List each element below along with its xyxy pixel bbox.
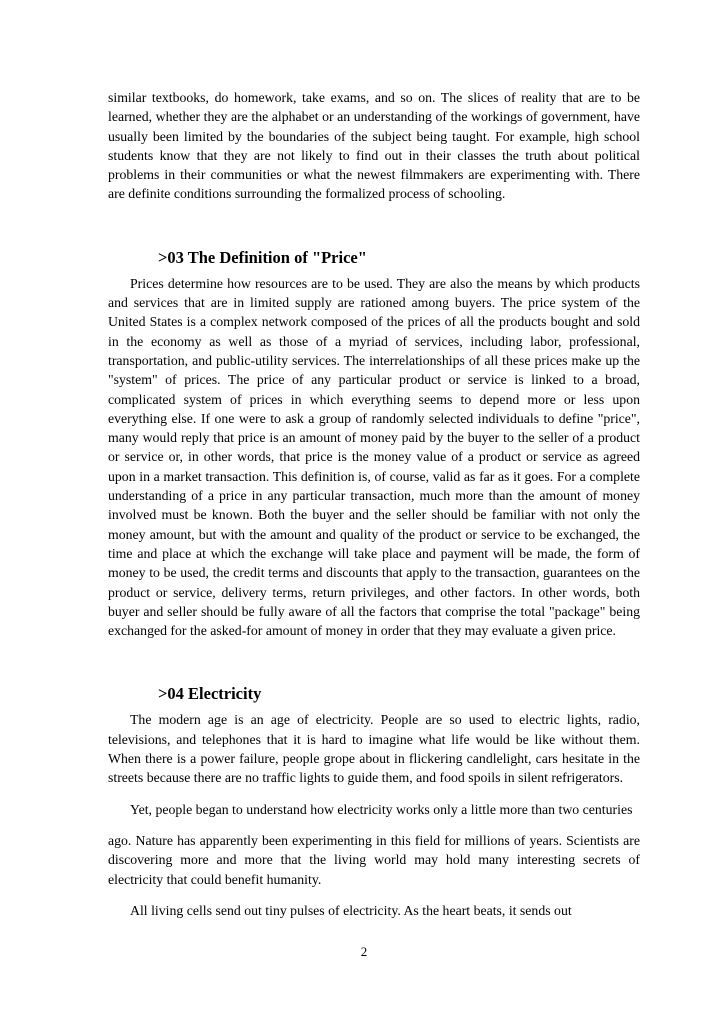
price-paragraph: Prices determine how resources are to be used. They are also the means by which products and services that are in limited supply are rationed among buyers. The price system of the United States is a complex network composed of the prices of all the products bought and sold in the economy as well as those of a myriad of services, including labor, professional, transportation, and public-utility services. The interrelationships of all these prices make up the "system" of prices. The price of any particular product or service is linked to a broad, complicated system of prices in which everything seems to depend more or less upon everything else. If one were to ask a group of randomly selected individuals to define "price", many would reply that price is an amount of money paid by the buyer to the seller of a product or service or, in other words, that price is the money value of a product or service as agreed upon in a market transaction. This definition is, of course, valid as far as it goes. For a complete understanding of a price in any particular transaction, much more than the amount of money involved must be known. Both the buyer and the seller should be familiar with not only the money amount, but with the amount and quality of the product or service to be exchanged, the time and place at which the exchange will take place and payment will be made, the form of money to be used, the credit terms and discounts that apply to the transaction, guarantees on the product or service, delivery terms, return privileges, and other factors. In other words, both buyer and seller should be fully aware of all the factors that comprise the total "package" being exchanged for the asked-for amount of money in order that they may evaluate a given price. (108, 275, 640, 639)
electricity-paragraph-2a: Yet, people began to understand how electricity works only a little more than two centuries (130, 801, 633, 817)
section-heading-price: >03 The Definition of "Price" (158, 247, 367, 267)
electricity-paragraph-2b: ago. Nature has apparently been experimenting in this field for millions of years. Scientists are discovering more and more that the living world may hold many interesting secrets of electricity that could benefit humanity. (108, 832, 640, 887)
electricity-paragraph-3: All living cells send out tiny pulses of electricity. As the heart beats, it sends out (130, 902, 572, 918)
text-column (108, 88, 640, 920)
electricity-paragraph-1: The modern age is an age of electricity. People are so used to electric lights, radio, televisions, and telephones that it is hard to imagine what life would be like without them. When there is a power failure, people grope about in flickering candlelight, cars hesitate in the streets because there are no traffic lights to guide them, and food spoils in silent refrigerators. (108, 712, 640, 786)
page-number: 2 (360, 944, 368, 959)
intro-paragraph: similar textbooks, do homework, take exams, and so on. The slices of reality that are to be learned, whether they are the alphabet or an understanding of the workings of government, have usually been limited by the boundaries of the subject being taught. For example, high school students know that they are not likely to find out in their classes the truth about political problems in their communities or what the newest filmmakers are experimenting with. There are definite conditions surrounding the formalized process of schooling. (108, 90, 640, 202)
section-heading-electricity: >04 Electricity (158, 684, 262, 704)
